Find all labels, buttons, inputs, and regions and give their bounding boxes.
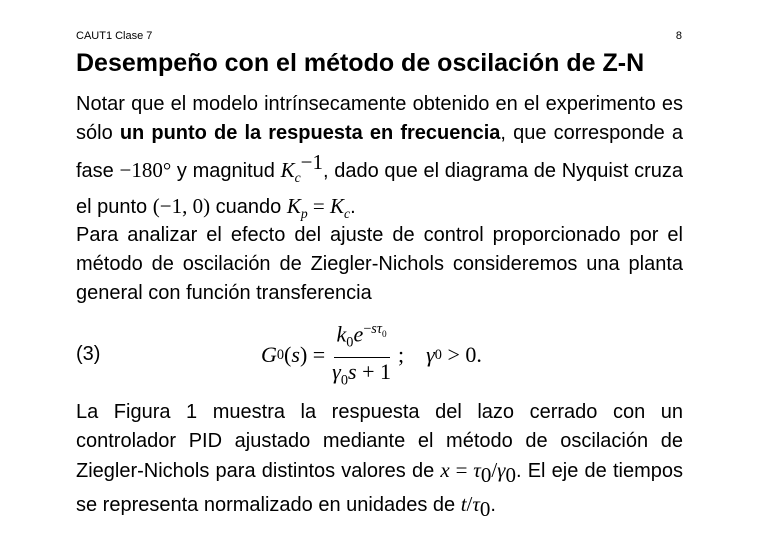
paragraph-figure xyxy=(76,398,683,524)
p4-text-3: . xyxy=(490,494,496,517)
p1-emphasis: un punto de la respuesta en frecuencia xyxy=(119,122,501,144)
p4-text-2: . El eje de tiempos se representa normalizado en unidades de xyxy=(76,460,683,517)
slide-title: Desempeño con el método de oscilación de Z-N xyxy=(76,49,645,77)
equation-row xyxy=(76,321,683,389)
equation-number: (3) xyxy=(76,343,101,365)
time-unit-math: $t/\tau_0$ xyxy=(460,492,491,522)
p1-text-3: y magnitud xyxy=(171,160,281,182)
transfer-fraction: $\frac{k_0e^{-s\tau_0}}{\gamma_0s + 1}$ xyxy=(329,317,394,392)
transfer-function-equation: G 0 ( s ) = $\frac{k_0e^{-s\tau_0}}{\gamma_0s + 1}$ ; γ 0 > 0. xyxy=(261,325,482,385)
paragraph-intro xyxy=(76,90,683,228)
magnitude-math: $K_c^{-1}$ xyxy=(280,150,324,186)
gain-condition-math: $K_p = K_c$ xyxy=(286,194,351,222)
p1-text-5: cuando xyxy=(210,196,287,219)
p4-text-1: La Figura 1 muestra la respuesta del lazo cerrado con un controlador PID ajustado mediante el método de oscilación de Ziegler-Nichols para distintos valores de xyxy=(76,401,683,482)
paragraph-plant: Para analizar el efecto del ajuste de control proporcionado por el método de oscilación de Ziegler-Nichols consideremos una planta general con función transferencia xyxy=(76,224,683,304)
p1-text-4: , dado que el diagrama de Nyquist cruza el punto xyxy=(76,160,684,219)
p1-text-6: . xyxy=(350,196,356,219)
nyquist-point: (−1, 0) xyxy=(152,194,211,219)
p1-text-2: , que corresponde a fase xyxy=(76,122,683,182)
p1-text-1: Notar que el modelo intrínsecamente obtenido en el experimento es sólo xyxy=(76,93,683,144)
header-page-number: 8 xyxy=(675,30,682,42)
header-course: CAUT1 Clase 7 xyxy=(76,30,153,42)
phase-value: −180° xyxy=(119,158,172,182)
ratio-math: $x = \tau_0/\gamma_0$ xyxy=(440,458,516,488)
